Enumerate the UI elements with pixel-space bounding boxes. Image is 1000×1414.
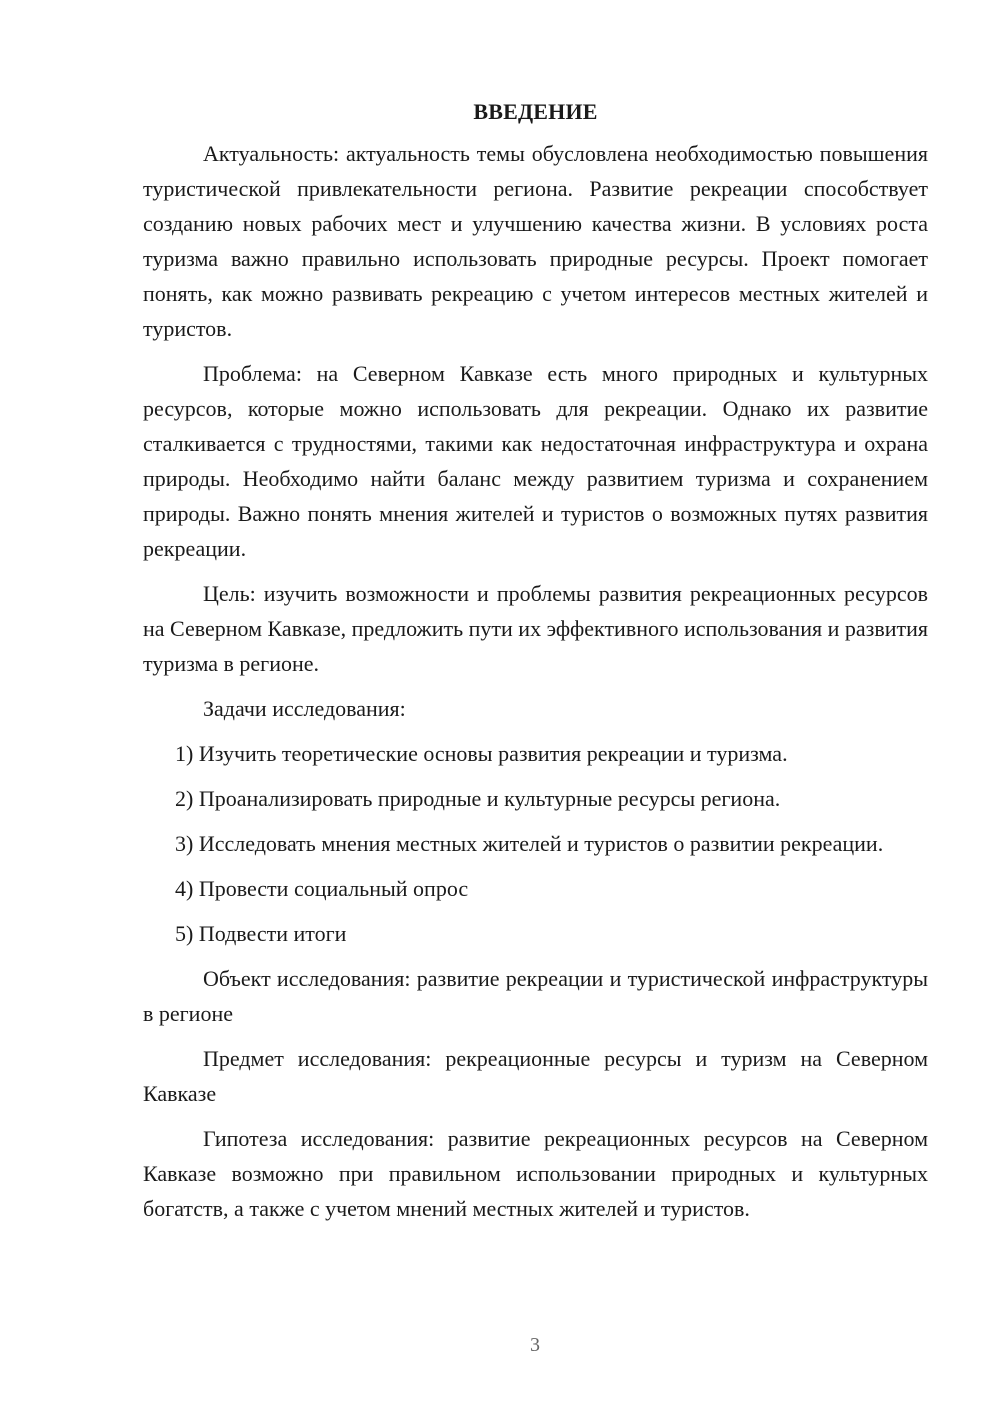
task-item-1: 1) Изучить теоретические основы развития рекреации и туризма. — [175, 741, 788, 766]
tasks-heading: Задачи исследования: — [203, 696, 406, 721]
task-item-3: 3) Исследовать мнения местных жителей и туристов о развитии рекреации. — [175, 831, 884, 856]
paragraph-problem: Проблема: на Северном Кавказе есть много природных и культурных ресурсов, которые можно использовать для рекреации. Однако их развитие сталкивается с трудностями, такими как недостаточная инфраструктура и охрана природы. Необходимо найти баланс между развитием туризма и сохранением природы. Важно понять мнения жителей и туристов о возможных путях развития рекреации. — [143, 361, 928, 561]
paragraph-hypothesis: Гипотеза исследования: развитие рекреационных ресурсов на Северном Кавказе возможно при правильном использовании природных и культурных богатств, а также с учетом мнений местных жителей и туристов. — [143, 1126, 928, 1221]
paragraph-object: Объект исследования: развитие рекреации и туристической инфраструктуры в регионе — [143, 966, 928, 1026]
paragraph-subject: Предмет исследования: рекреационные ресурсы и туризм на Северном Кавказе — [143, 1046, 928, 1106]
page-number: 3 — [530, 1334, 540, 1356]
task-item-5: 5) Подвести итоги — [175, 921, 347, 946]
task-item-4: 4) Провести социальный опрос — [175, 876, 469, 901]
page-title: ВВЕДЕНИЕ — [473, 99, 598, 124]
paragraph-relevance: Актуальность: актуальность темы обусловлена необходимостью повышения туристической привлекательности региона. Развитие рекреации способствует созданию новых рабочих мест и улучшению качества жизни. В условиях роста туризма важно правильно использовать природные ресурсы. Проект помогает понять, как можно развивать рекреацию с учетом интересов местных жителей и туристов. — [143, 141, 928, 341]
task-item-2: 2) Проанализировать природные и культурные ресурсы региона. — [175, 786, 781, 811]
paragraph-goal: Цель: изучить возможности и проблемы развития рекреационных ресурсов на Северном Кавказе, предложить пути их эффективного использования и развития туризма в регионе. — [143, 581, 928, 676]
page-content — [143, 96, 928, 1236]
